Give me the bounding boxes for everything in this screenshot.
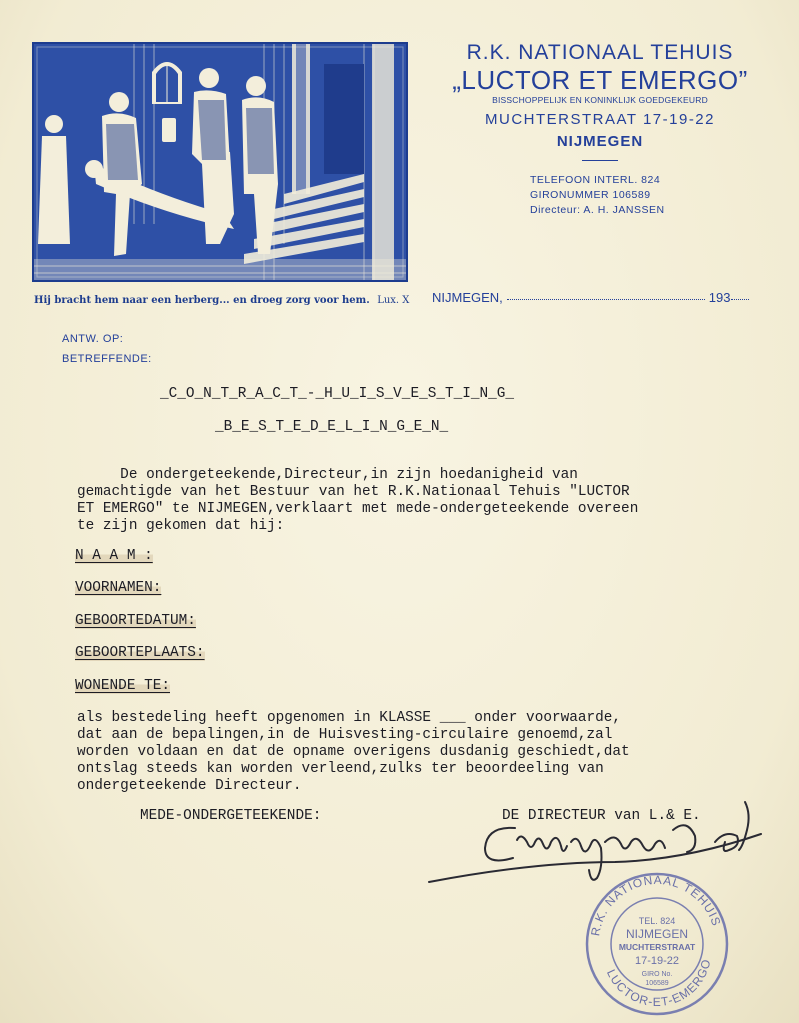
illustration-caption bbox=[34, 295, 409, 306]
contract-subtitle: _B_E_S_T_E_D_E_L_I_N_G_E_N_ bbox=[215, 419, 449, 435]
body-line-4: ontslag steeds kan worden verleend,zulks ter beoordeeling van bbox=[77, 761, 604, 777]
director-name: Directeur: A. H. JANSSEN bbox=[530, 204, 665, 216]
stamp-tel: TEL. 824 bbox=[638, 916, 676, 926]
org-name: R.K. NATIONAAL TEHUIS bbox=[466, 41, 734, 64]
field-naam: N A A M : bbox=[75, 548, 153, 564]
date-year: 193 bbox=[708, 290, 731, 305]
contract-title: _C_O_N_T_R_A_C_T_-_H_U_I_S_V_E_S_T_I_N_G_ bbox=[160, 386, 515, 402]
phone-number: TELEFOON INTERL. 824 bbox=[530, 174, 661, 186]
letterhead bbox=[418, 40, 782, 218]
stamp-giro-number: 106589 bbox=[645, 980, 669, 987]
stamp-ring-top: R.K. NATIONAAL TEHUIS bbox=[588, 872, 724, 938]
institution-stamp bbox=[577, 868, 737, 1023]
letterhead-divider bbox=[582, 160, 618, 161]
stamp-ring-bottom: LUCTOR-ET-EMERGO bbox=[603, 957, 714, 1010]
betreffende-label: BETREFFENDE: bbox=[62, 353, 152, 365]
caption-reference: Lux. X bbox=[377, 295, 410, 306]
date-line bbox=[432, 290, 749, 305]
giro-number: GIRONUMMER 106589 bbox=[530, 189, 651, 201]
intro-line-3: ET EMERGO" te NIJMEGEN,verklaart met mede-ondergeteekende overeen bbox=[77, 501, 639, 517]
caption-text: Hij bracht hem naar een herberg... en droeg zorg voor hem. bbox=[34, 295, 370, 306]
street-address: MUCHTERSTRAAT 17-19-22 bbox=[485, 111, 715, 128]
intro-line-1: De ondergeteekende,Directeur,in zijn hoedanigheid van bbox=[77, 467, 578, 483]
body-line-2: dat aan de bepalingen,in de Huisvesting-circulaire genoemd,zal bbox=[77, 727, 613, 743]
field-geboortedatum: GEBOORTEDATUM: bbox=[75, 613, 196, 629]
body-line-3: worden voldaan en dat de opname overigens dusdanig geschiedt,dat bbox=[77, 744, 630, 760]
antw-op-label: ANTW. OP: bbox=[62, 333, 124, 345]
stamp-numbers: 17-19-22 bbox=[634, 955, 680, 967]
body-line-1: als bestedeling heeft opgenomen in KLASSE ___ onder voorwaarde, bbox=[77, 710, 622, 726]
stamp-street: MUCHTERSTRAAT bbox=[618, 942, 696, 952]
date-dotted-line bbox=[507, 299, 705, 300]
city-name: NIJMEGEN bbox=[556, 133, 644, 150]
year-dotted-line bbox=[731, 299, 749, 300]
field-voornamen: VOORNAMEN: bbox=[75, 580, 162, 596]
stamp-city: NIJMEGEN bbox=[625, 927, 689, 941]
co-signer-label: MEDE-ONDERGETEEKENDE: bbox=[140, 808, 322, 824]
date-place: NIJMEGEN, bbox=[432, 290, 503, 305]
field-wonende-te: WONENDE TE: bbox=[75, 678, 170, 694]
institution-name: „LUCTOR ET EMERGO” bbox=[452, 65, 748, 95]
body-line-5: ondergeteekende Directeur. bbox=[77, 778, 302, 794]
header-illustration bbox=[32, 42, 408, 282]
intro-line-4: te zijn gekomen dat hij: bbox=[77, 518, 285, 534]
approval-line: BISSCHOPPELIJK EN KONINKLIJK GOEDGEKEURD bbox=[492, 95, 708, 105]
director-signature-label: DE DIRECTEUR van L.& E. bbox=[502, 808, 701, 824]
intro-line-2: gemachtigde van het Bestuur van het R.K.Nationaal Tehuis "LUCTOR bbox=[77, 484, 630, 500]
stamp-giro: GIRO No. bbox=[641, 971, 673, 978]
field-geboorteplaats: GEBOORTEPLAATS: bbox=[75, 645, 205, 661]
